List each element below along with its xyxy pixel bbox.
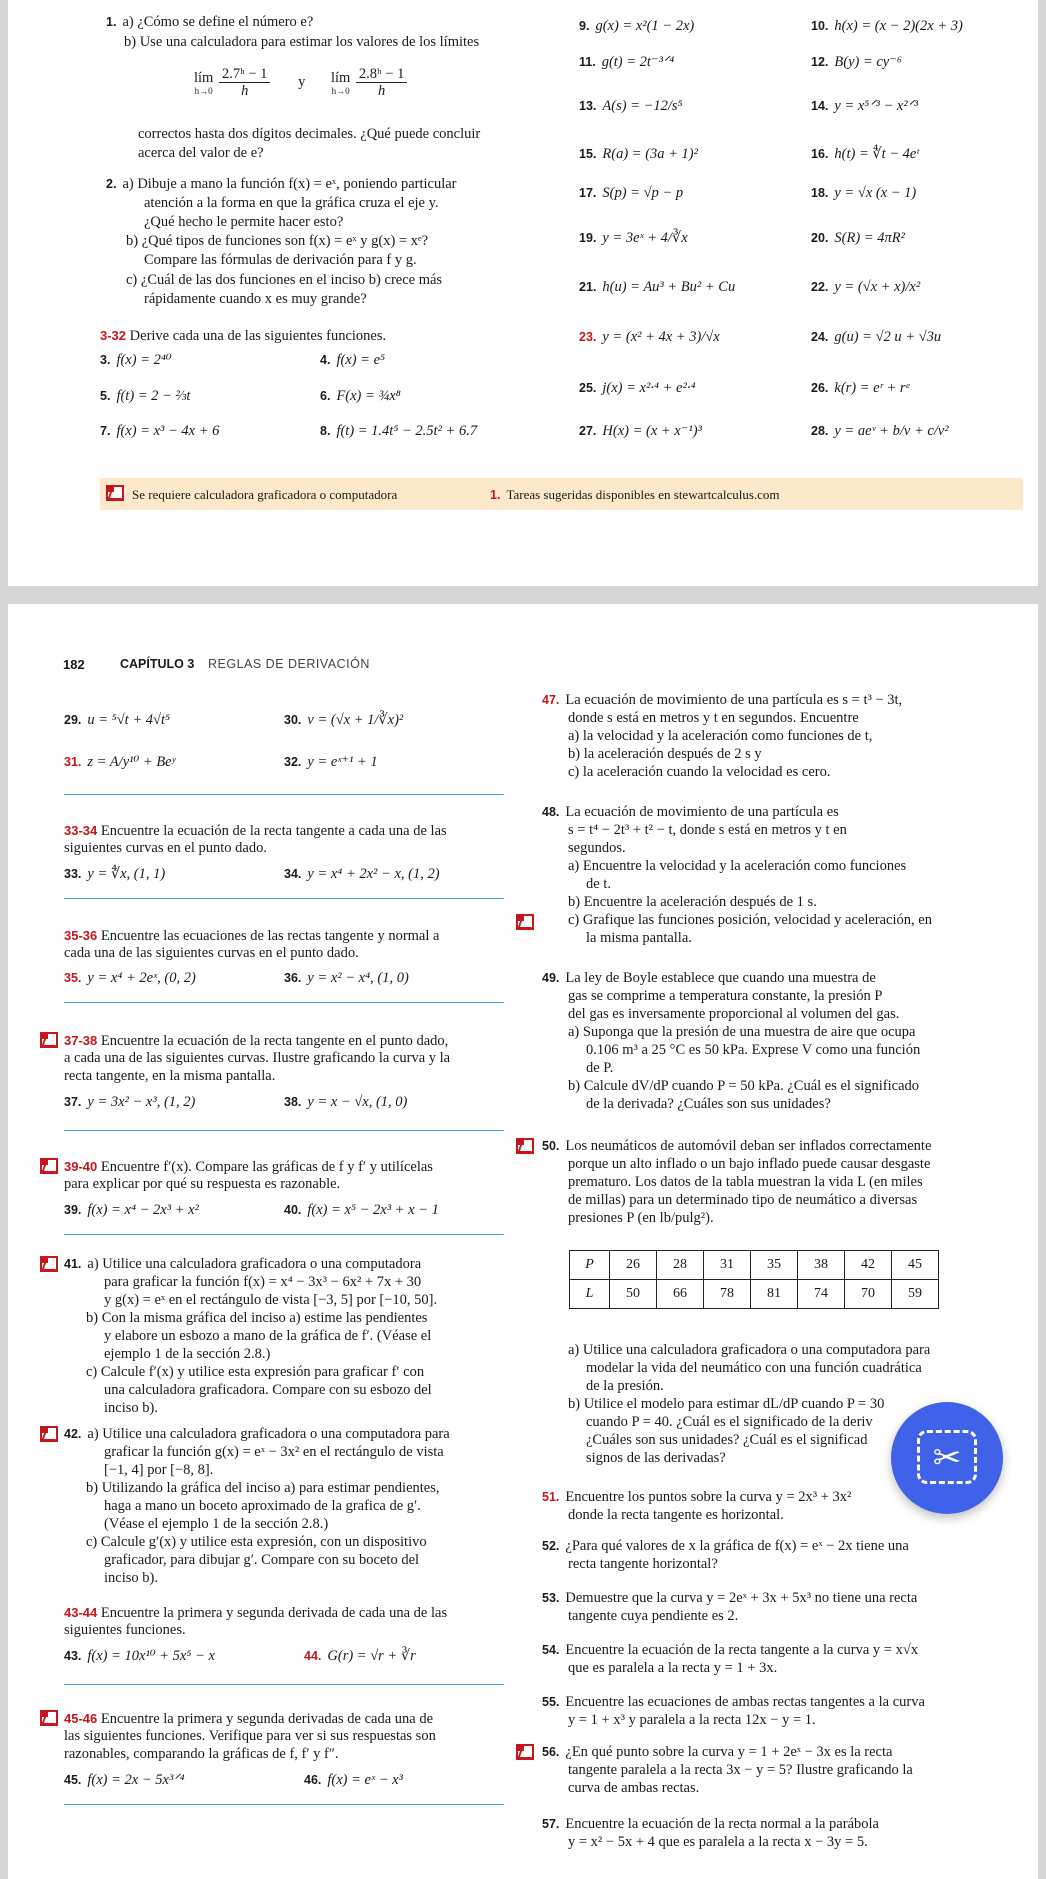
problem-42-line: b) Utilizando la gráfica del inciso a) para estimar pendientes,: [86, 1480, 440, 1496]
exercise-37: 37. y = 3x² − x³, (1, 2): [64, 1094, 196, 1110]
divider: [64, 898, 504, 899]
section-35-36-text: cada una de las siguientes curvas en el punto dado.: [64, 945, 359, 961]
problem-53-line: tangente cuya pendiente es 2.: [568, 1608, 739, 1624]
problem-42-line: graficador, para dibujar g′. Compare con su boceto del: [104, 1552, 420, 1568]
problem-52-line: recta tangente horizontal?: [568, 1556, 718, 1572]
problem-1-a: 1. a) ¿Cómo se define el número e?: [106, 14, 314, 30]
exercise-18: 18. y = √x (x − 1): [811, 185, 917, 201]
problem-47: 47. La ecuación de movimiento de una partícula es s = t³ − 3t,: [542, 692, 903, 708]
problem-2-c-2: rápidamente cuando x es muy grande?: [144, 291, 367, 307]
problem-49-line: b) Calcule dV/dP cuando P = 50 kPa. ¿Cuál es el significado: [568, 1078, 920, 1094]
problem-50-line: de millas) para un determinado tipo de neumático a diversas: [568, 1192, 918, 1208]
divider: [64, 794, 504, 795]
table-cell: 31: [704, 1251, 751, 1280]
graphing-calculator-icon: [40, 1032, 58, 1048]
limits-expression: lím h→0 $\frac{\text{2.7ʰ − 1}}{h}$ y lím h→0 $\frac{\text{2.8ʰ − 1}}{h}$: [194, 66, 409, 99]
divider: [64, 1684, 504, 1685]
problem-49-line: gas se comprime a temperatura constante, la presión P: [568, 988, 883, 1004]
problem-49: 49. La ley de Boyle establece que cuando una muestra de: [542, 970, 876, 986]
problem-48-line: la misma pantalla.: [586, 930, 692, 946]
table-row: [570, 1251, 939, 1280]
problem-47-line: a) la velocidad y la aceleración como funciones de t,: [568, 728, 873, 744]
exercise-29: 29. u = ⁵√t + 4√t⁵: [64, 712, 171, 728]
exercise-7: 7. f(x) = x³ − 4x + 6: [100, 423, 220, 439]
graphing-calculator-icon: [516, 914, 534, 930]
problem-48-line: c) Grafique las funciones posición, velocidad y aceleración, en: [568, 912, 932, 928]
exercise-46: 46. f(x) = eˣ − x³: [304, 1772, 403, 1788]
problem-48-line: segundos.: [568, 840, 626, 856]
exercise-40: 40. f(x) = x⁵ − 2x³ + x − 1: [284, 1202, 439, 1218]
exercise-27: 27. H(x) = (x + x⁻¹)³: [579, 423, 702, 439]
problem-2-a: 2. a) Dibuje a mano la función f(x) = eˣ, poniendo particular: [106, 176, 457, 192]
table-cell: 78: [704, 1280, 751, 1309]
problem-48: 48. La ecuación de movimiento de una partícula es: [542, 804, 839, 820]
problem-55-line: y = 1 + x³ y paralela a la recta 12x − y = 1.: [568, 1712, 816, 1728]
table-cell: 59: [892, 1280, 939, 1309]
exercise-13: 13. A(s) = −12/s⁵: [579, 98, 683, 114]
exercise-20: 20. S(R) = 4πR²: [811, 230, 905, 246]
problem-48-line: s = t⁴ − 2t³ + t² − t, donde s está en metros y t en: [568, 822, 847, 838]
problem-42-line: c) Calcule g′(x) y utilice esta expresión, con un dispositivo: [86, 1534, 427, 1550]
problem-49-line: a) Suponga que la presión de una muestra de aire que ocupa: [568, 1024, 916, 1040]
exercise-45: 45. f(x) = 2x − 5x³ᐟ⁴: [64, 1772, 185, 1788]
exercise-21: 21. h(u) = Au³ + Bu² + Cu: [579, 279, 736, 295]
problem-53: 53. Demuestre que la curva y = 2eˣ + 3x + 5x³ no tiene una recta: [542, 1590, 918, 1606]
problem-41: 41. a) Utilice una calculadora graficadora o una computadora: [64, 1256, 422, 1272]
problem-54-line: que es paralela a la recta y = 1 + 3x.: [568, 1660, 778, 1676]
section-3-32-heading: 3-32 Derive cada una de las siguientes funciones.: [100, 328, 387, 344]
table-header-l: L: [570, 1280, 610, 1309]
table-cell: 45: [892, 1251, 939, 1280]
problem-54: 54. Encuentre la ecuación de la recta tangente a la curva y = x√x: [542, 1642, 919, 1658]
problem-41-line: c) Calcule f′(x) y utilice esta expresión para graficar f′ con: [86, 1364, 425, 1380]
section-37-38-heading: 37-38 Encuentre la ecuación de la recta tangente en el punto dado,: [64, 1033, 449, 1049]
problem-50: 50. Los neumáticos de automóvil deban ser inflados correctamente: [542, 1138, 932, 1154]
exercise-24: 24. g(u) = √2 u + √3u: [811, 329, 942, 345]
problem-47-line: donde s está en metros y t en segundos. Encuentre: [568, 710, 859, 726]
scissors-icon: ✂: [932, 1438, 962, 1478]
problem-56-line: curva de ambas rectas.: [568, 1780, 700, 1796]
problem-51: 51. Encuentre los puntos sobre la curva y = 2x³ + 3x²: [542, 1489, 852, 1505]
section-35-36-heading: 35-36 Encuentre las ecuaciones de las rectas tangente y normal a: [64, 928, 440, 944]
problem-2-b-2: Compare las fórmulas de derivación para f y g.: [144, 252, 417, 268]
table-cell: 74: [798, 1280, 845, 1309]
screenshot-crop-button[interactable]: [891, 1402, 1003, 1514]
problem-50-line: prematuro. Los datos de la tabla muestran la vida L (en miles: [568, 1174, 923, 1190]
exercise-17: 17. S(p) = √p − p: [579, 185, 684, 201]
exercise-28: 28. y = aeᵛ + b/v + c/v²: [811, 423, 949, 439]
problem-42: 42. a) Utilice una calculadora graficadora o una computadora para: [64, 1426, 450, 1442]
exercise-9: 9. g(x) = x²(1 − 2x): [579, 18, 695, 34]
page-top: [8, 0, 1038, 586]
chapter-label: CAPÍTULO 3: [120, 657, 195, 671]
table-cell: 42: [845, 1251, 892, 1280]
divider: [64, 1002, 504, 1003]
exercise-23: 23. y = (x² + 4x + 3)/√x: [579, 329, 720, 345]
section-37-38-text-2: recta tangente, en la misma pantalla.: [64, 1068, 276, 1084]
problem-50-line: de la presión.: [586, 1378, 664, 1394]
calculator-note: Se requiere calculadora graficadora o computadora: [132, 487, 398, 502]
problem-50-line: signos de las derivadas?: [586, 1450, 726, 1466]
problem-50-line: ¿Cuáles son sus unidades? ¿Cuál es el significad: [586, 1432, 868, 1448]
table-cell: 50: [610, 1280, 657, 1309]
problem-41-line: y elabore un esbozo a mano de la gráfica de f′. (Véase el: [104, 1328, 432, 1344]
problem-49-line: de la derivada? ¿Cuáles son sus unidades?: [586, 1096, 831, 1112]
problem-42-line: graficar la función g(x) = eˣ − 3x² en el rectángulo de vista: [104, 1444, 444, 1460]
section-43-44-heading: 43-44 Encuentre la primera y segunda derivada de cada una de las: [64, 1605, 448, 1621]
problem-48-line: de t.: [586, 876, 611, 892]
exercise-3: 3. f(x) = 2⁴⁰: [100, 352, 172, 368]
problem-48-line: a) Encuentre la velocidad y la aceleración como funciones: [568, 858, 907, 874]
problem-49-line: del gas es inversamente proporcional al volumen del gas.: [568, 1006, 900, 1022]
table-cell: 28: [657, 1251, 704, 1280]
legend-banner: [100, 478, 1023, 510]
problem-47-line: b) la aceleración después de 2 s y: [568, 746, 762, 762]
graphing-calculator-icon: [106, 485, 124, 501]
problem-55: 55. Encuentre las ecuaciones de ambas rectas tangentes a la curva: [542, 1694, 925, 1710]
exercise-38: 38. y = x − √x, (1, 0): [284, 1094, 408, 1110]
table-cell: 81: [751, 1280, 798, 1309]
exercise-22: 22. y = (√x + x)/x²: [811, 279, 921, 295]
tire-data-table: [569, 1250, 939, 1309]
exercise-25: 25. j(x) = x²·⁴ + e²·⁴: [579, 380, 696, 396]
problem-50-a: a) Utilice una calculadora graficadora o una computadora para: [568, 1342, 931, 1358]
problem-2-c: c) ¿Cuál de las dos funciones en el inciso b) crece más: [126, 272, 443, 288]
divider: [64, 1234, 504, 1235]
homework-note: 1. Tareas sugeridas disponibles en stewartcalculus.com: [490, 487, 780, 502]
section-33-34-heading: 33-34 Encuentre la ecuación de la recta tangente a cada una de las: [64, 823, 447, 839]
problem-50-line: cuando P = 40. ¿Cuál es el significado de la deriv: [586, 1414, 873, 1430]
section-43-44-text: siguientes funciones.: [64, 1622, 186, 1638]
problem-49-line: de P.: [586, 1060, 614, 1076]
exercise-43: 43. f(x) = 10x¹⁰ + 5x⁵ − x: [64, 1648, 215, 1664]
exercise-12: 12. B(y) = cy⁻⁶: [811, 54, 902, 70]
problem-52: 52. ¿Para qué valores de x la gráfica de f(x) = eˣ − 2x tiene una: [542, 1538, 909, 1554]
problem-50-line: modelar la vida del neumático con una función cuadrática: [586, 1360, 922, 1376]
problem-47-line: c) la aceleración cuando la velocidad es cero.: [568, 764, 831, 780]
problem-57-line: y = x² − 5x + 4 que es paralela a la recta x − 3y = 5.: [568, 1834, 868, 1850]
exercise-5: 5. f(t) = 2 − ⅔t: [100, 388, 191, 404]
page-182: [8, 604, 1038, 1879]
problem-42-line: (Véase el ejemplo 1 de la sección 2.8.): [104, 1516, 329, 1532]
problem-1-tail: correctos hasta dos dígitos decimales. ¿Qué puede concluir: [138, 126, 481, 142]
page-number: 182: [63, 657, 85, 672]
graphing-calculator-icon: [40, 1426, 58, 1442]
section-45-46-heading: 45-46 Encuentre la primera y segunda derivadas de cada una de: [64, 1711, 434, 1727]
exercise-30: 30. v = (√x + 1/∛x)²: [284, 712, 404, 728]
exercise-33: 33. y = ∜x, (1, 1): [64, 866, 166, 882]
problem-41-line: b) Con la misma gráfica del inciso a) estime las pendientes: [86, 1310, 428, 1326]
chapter-title: REGLAS DE DERIVACIÓN: [208, 657, 370, 671]
section-39-40-heading: 39-40 Encuentre f′(x). Compare las gráficas de f y f′ y utilícelas: [64, 1159, 433, 1175]
problem-50-line: presiones P (en lb/pulg²).: [568, 1210, 714, 1226]
exercise-44: 44. G(r) = √r + ∛r: [304, 1648, 416, 1664]
table-header-p: P: [570, 1251, 610, 1280]
exercise-14: 14. y = x⁵ᐟ³ − x²ᐟ³: [811, 98, 919, 114]
problem-48-line: b) Encuentre la aceleración después de 1 s.: [568, 894, 817, 910]
table-row: [570, 1280, 939, 1309]
section-45-46-text: las siguientes funciones. Verifique para ver si sus respuestas son: [64, 1728, 436, 1744]
table-cell: 70: [845, 1280, 892, 1309]
section-37-38-text: a cada una de las siguientes curvas. Ilustre graficando la curva y la: [64, 1050, 451, 1066]
problem-51-line: donde la recta tangente es horizontal.: [568, 1507, 784, 1523]
problem-56: 56. ¿En qué punto sobre la curva y = 1 + 2eˣ − 3x es la recta: [542, 1744, 893, 1760]
exercise-10: 10. h(x) = (x − 2)(2x + 3): [811, 18, 963, 34]
problem-41-line: y g(x) = eˣ en el rectángulo de vista [−3, 5] por [−10, 50].: [104, 1292, 438, 1308]
graphing-calculator-icon: [516, 1138, 534, 1154]
table-cell: 26: [610, 1251, 657, 1280]
exercise-35: 35. y = x⁴ + 2eˣ, (0, 2): [64, 970, 196, 986]
graphing-calculator-icon: [40, 1256, 58, 1272]
graphing-calculator-icon: [40, 1710, 58, 1726]
problem-2-a-3: ¿Qué hecho le permite hacer esto?: [144, 214, 344, 230]
problem-41-line: ejemplo 1 de la sección 2.8.): [104, 1346, 271, 1362]
exercise-26: 26. k(r) = eʳ + rᵉ: [811, 380, 910, 396]
problem-42-line: [−1, 4] por [−8, 8].: [104, 1462, 214, 1478]
exercise-32: 32. y = eˣ⁺¹ + 1: [284, 754, 378, 770]
problem-50-line: porque un alto inflado o un bajo inflado puede causar desgaste: [568, 1156, 931, 1172]
problem-56-line: tangente paralela a la recta 3x − y = 5? Ilustre graficando la: [568, 1762, 913, 1778]
exercise-31: 31. z = A/y¹⁰ + Beʸ: [64, 754, 176, 770]
problem-50-line: b) Utilice el modelo para estimar dL/dP cuando P = 30: [568, 1396, 885, 1412]
problem-42-line: inciso b).: [104, 1570, 158, 1586]
exercise-6: 6. F(x) = ¾x⁸: [320, 388, 401, 404]
exercise-19: 19. y = 3eˣ + 4/∛x: [579, 230, 688, 246]
table-cell: 35: [751, 1251, 798, 1280]
problem-2-b: b) ¿Qué tipos de funciones son f(x) = eˣ y g(x) = xᵉ?: [126, 233, 429, 249]
exercise-34: 34. y = x⁴ + 2x² − x, (1, 2): [284, 866, 440, 882]
section-45-46-text-2: razonables, comparando la gráficas de f, f′ y f″.: [64, 1746, 339, 1762]
exercise-16: 16. h(t) = ∜t − 4eᵗ: [811, 146, 919, 162]
table-cell: 66: [657, 1280, 704, 1309]
exercise-39: 39. f(x) = x⁴ − 2x³ + x²: [64, 1202, 199, 1218]
problem-2-a-2: atención a la forma en que la gráfica cruza el eje y.: [144, 195, 439, 211]
problem-49-line: 0.106 m³ a 25 °C es 50 kPa. Exprese V como una función: [586, 1042, 921, 1058]
graphing-calculator-icon: [40, 1158, 58, 1174]
problem-1-b: b) Use una calculadora para estimar los valores de los límites: [124, 34, 480, 50]
exercise-15: 15. R(a) = (3a + 1)²: [579, 146, 698, 162]
table-cell: 38: [798, 1251, 845, 1280]
exercise-36: 36. y = x² − x⁴, (1, 0): [284, 970, 409, 986]
section-39-40-text: para explicar por qué su respuesta es razonable.: [64, 1176, 341, 1192]
problem-42-line: haga a mano un boceto aproximado de la grafica de g′.: [104, 1498, 421, 1514]
problem-57: 57. Encuentre la ecuación de la recta normal a la parábola: [542, 1816, 879, 1832]
exercise-8: 8. f(t) = 1.4t⁵ − 2.5t² + 6.7: [320, 423, 478, 439]
divider: [64, 1804, 504, 1805]
problem-41-line: inciso b).: [104, 1400, 158, 1416]
graphing-calculator-icon: [516, 1744, 534, 1760]
exercise-11: 11. g(t) = 2t⁻³ᐟ⁴: [579, 54, 675, 70]
problem-1-tail-2: acerca del valor de e?: [138, 145, 264, 161]
exercise-4: 4. f(x) = e⁵: [320, 352, 386, 368]
divider: [64, 1130, 504, 1131]
problem-41-line: para graficar la función f(x) = x⁴ − 3x³ − 6x² + 7x + 30: [104, 1274, 422, 1290]
section-33-34-text: siguientes curvas en el punto dado.: [64, 840, 267, 856]
problem-41-line: una calculadora graficadora. Compare con su esbozo del: [104, 1382, 432, 1398]
